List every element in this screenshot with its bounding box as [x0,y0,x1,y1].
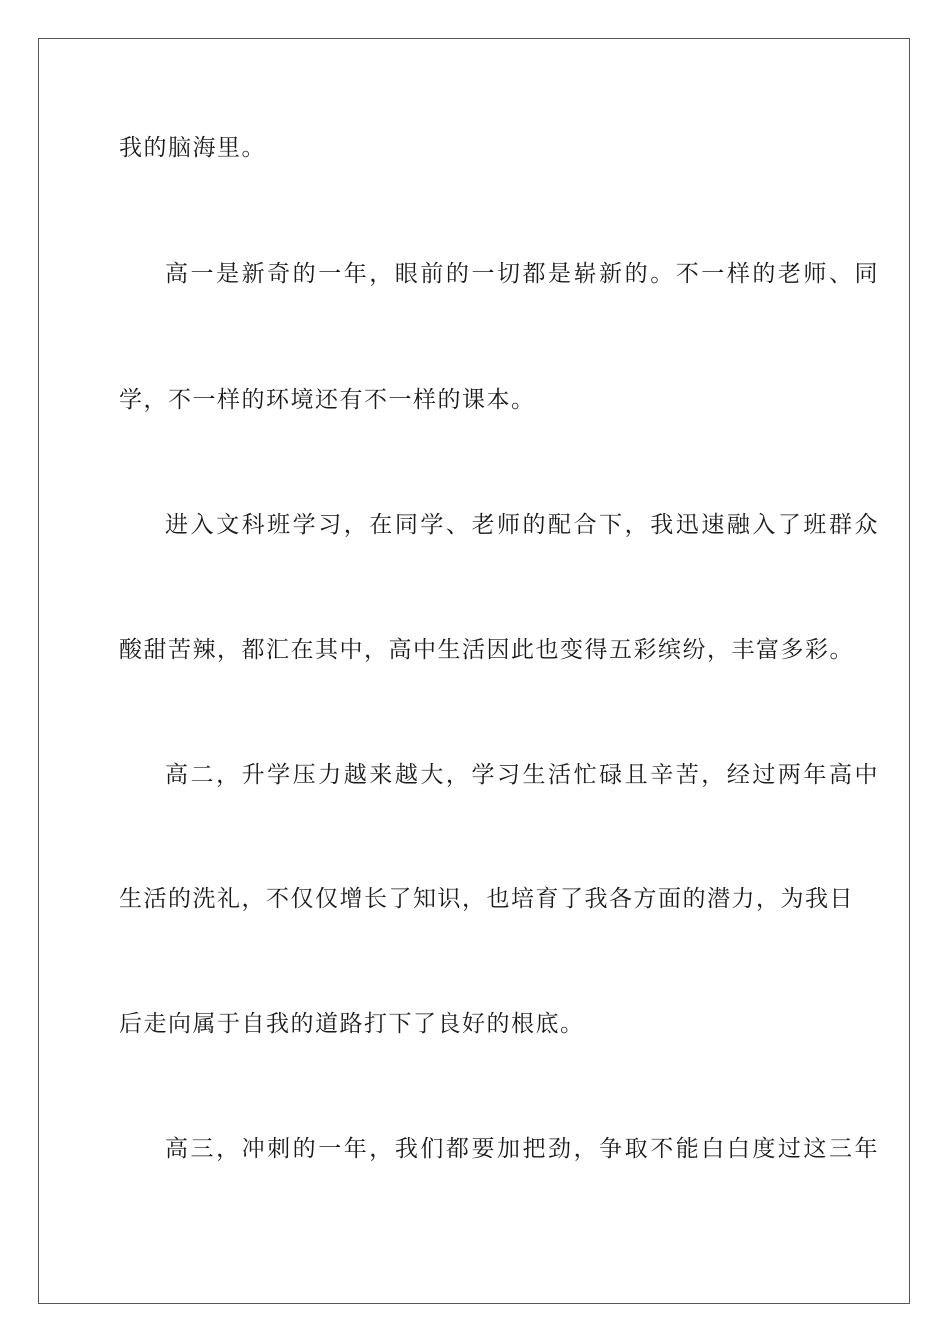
text-line-9: 高三，冲刺的一年，我们都要加把劲，争取不能白白度过这三年 [165,1136,879,1162]
text-line-2: 高一是新奇的一年，眼前的一切都是崭新的。不一样的老师、同 [165,261,879,287]
text-line-1: 我的脑海里。 [119,135,266,161]
text-line-5: 酸甜苦辣，都汇在其中，高中生活因此也变得五彩缤纷，丰富多彩。 [119,637,854,663]
text-line-6: 高二，升学压力越来越大，学习生活忙碌且辛苦，经过两年高中 [165,762,879,788]
text-line-7: 生活的洗礼，不仅仅增长了知识，也培育了我各方面的潜力，为我日 [119,886,854,912]
document-page [38,38,910,1304]
text-line-4: 进入文科班学习，在同学、老师的配合下，我迅速融入了班群众 [165,512,879,538]
text-line-8: 后走向属于自我的道路打下了良好的根底。 [119,1011,585,1037]
text-line-3: 学，不一样的环境还有不一样的课本。 [119,387,536,413]
